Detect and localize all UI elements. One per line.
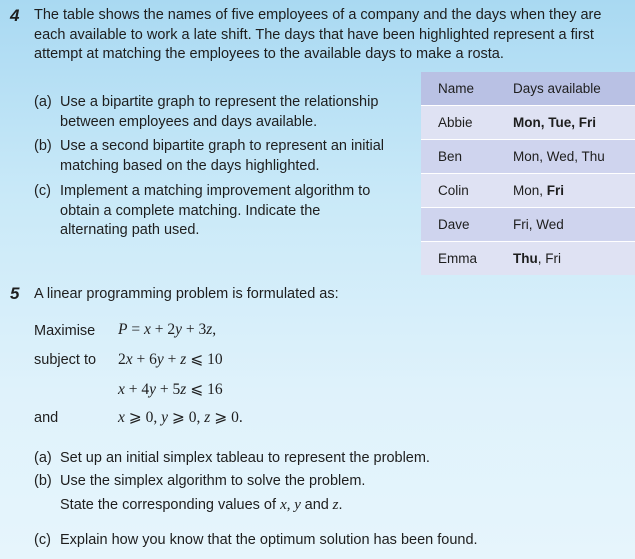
q5-part-b-followup bbox=[34, 496, 342, 516]
employee-name: Abbie bbox=[421, 106, 513, 140]
question-4-number: 4 bbox=[10, 6, 20, 25]
table-row bbox=[421, 106, 635, 140]
highlighted-days: Fri bbox=[546, 183, 565, 198]
days-text: , Fri bbox=[537, 251, 561, 266]
question-5-intro: A linear programming problem is formulated as: bbox=[34, 286, 339, 302]
question-4-intro bbox=[34, 6, 634, 65]
table-row bbox=[421, 140, 635, 174]
q4-part-a bbox=[34, 93, 414, 132]
q4-part-b bbox=[34, 137, 414, 176]
part-text: Explain how you know that the optimum solution has been found. bbox=[60, 532, 478, 548]
q4-part-c bbox=[34, 182, 414, 241]
part-text: Set up an initial simplex tableau to represent the problem. bbox=[60, 450, 430, 466]
part-text: between employees and days available. bbox=[60, 113, 318, 130]
intro-line: The table shows the names of five employees of a company and the days when they are bbox=[34, 7, 602, 23]
q5-part-c bbox=[34, 531, 478, 551]
variables-list: x, y and z bbox=[280, 497, 339, 513]
part-label: (a) bbox=[34, 94, 52, 110]
part-label: (b) bbox=[34, 138, 52, 154]
availability-table bbox=[421, 72, 635, 275]
days-available bbox=[513, 106, 635, 140]
non-negativity-constraint: x ⩾ 0, y ⩾ 0, z ⩾ 0. bbox=[118, 409, 243, 426]
constraint-1: 2x + 6y + z ⩽ 10 bbox=[118, 351, 223, 368]
table-row bbox=[421, 208, 635, 242]
table-row bbox=[421, 242, 635, 276]
employee-name: Colin bbox=[421, 174, 513, 208]
subject-to-label: subject to bbox=[34, 352, 97, 368]
part-label: (c) bbox=[34, 183, 51, 199]
intro-line: attempt at matching the employees to the available days to make a rosta. bbox=[34, 46, 504, 62]
question-5-number: 5 bbox=[10, 284, 20, 303]
employee-name: Emma bbox=[421, 242, 513, 276]
part-text: matching based on the days highlighted. bbox=[60, 157, 320, 174]
employee-name: Dave bbox=[421, 208, 513, 242]
q5-part-b bbox=[34, 472, 365, 492]
days-text: Fri, Wed bbox=[513, 217, 564, 232]
days-available bbox=[513, 140, 635, 174]
highlighted-days: Thu bbox=[513, 251, 538, 266]
part-text: obtain a complete matching. Indicate the bbox=[60, 202, 321, 219]
table-header-name: Name bbox=[421, 72, 513, 106]
part-label: (b) bbox=[34, 473, 52, 489]
constraint-2: x + 4y + 5z ⩽ 16 bbox=[118, 381, 223, 398]
days-text: Mon, Wed, Thu bbox=[513, 149, 605, 164]
and-label: and bbox=[34, 410, 59, 426]
part-text: Implement a matching improvement algorithm to bbox=[60, 183, 371, 199]
part-label: (c) bbox=[34, 532, 51, 548]
maximise-label: Maximise bbox=[34, 323, 96, 339]
part-text: . bbox=[338, 497, 343, 513]
days-available bbox=[513, 208, 635, 242]
highlighted-days: Mon, Tue, Fri bbox=[513, 115, 596, 130]
part-text: Use a second bipartite graph to represent an initial bbox=[60, 138, 385, 154]
employee-name: Ben bbox=[421, 140, 513, 174]
objective-function: P = x + 2y + 3z, bbox=[118, 321, 217, 338]
days-available bbox=[513, 174, 635, 208]
part-text: Use the simplex algorithm to solve the problem. bbox=[60, 473, 366, 489]
table-header-days: Days available bbox=[513, 72, 635, 106]
q5-part-a bbox=[34, 449, 430, 469]
days-available bbox=[513, 242, 635, 276]
part-label: (a) bbox=[34, 450, 52, 466]
part-text: Use a bipartite graph to represent the relationship bbox=[60, 94, 379, 110]
days-text: Mon, bbox=[513, 183, 547, 198]
part-text: alternating path used. bbox=[60, 222, 200, 238]
part-text: State the corresponding values of bbox=[60, 497, 281, 513]
intro-line: each available to work a late shift. The days that have been highlighted represent a first bbox=[34, 26, 594, 43]
table-row bbox=[421, 174, 635, 208]
